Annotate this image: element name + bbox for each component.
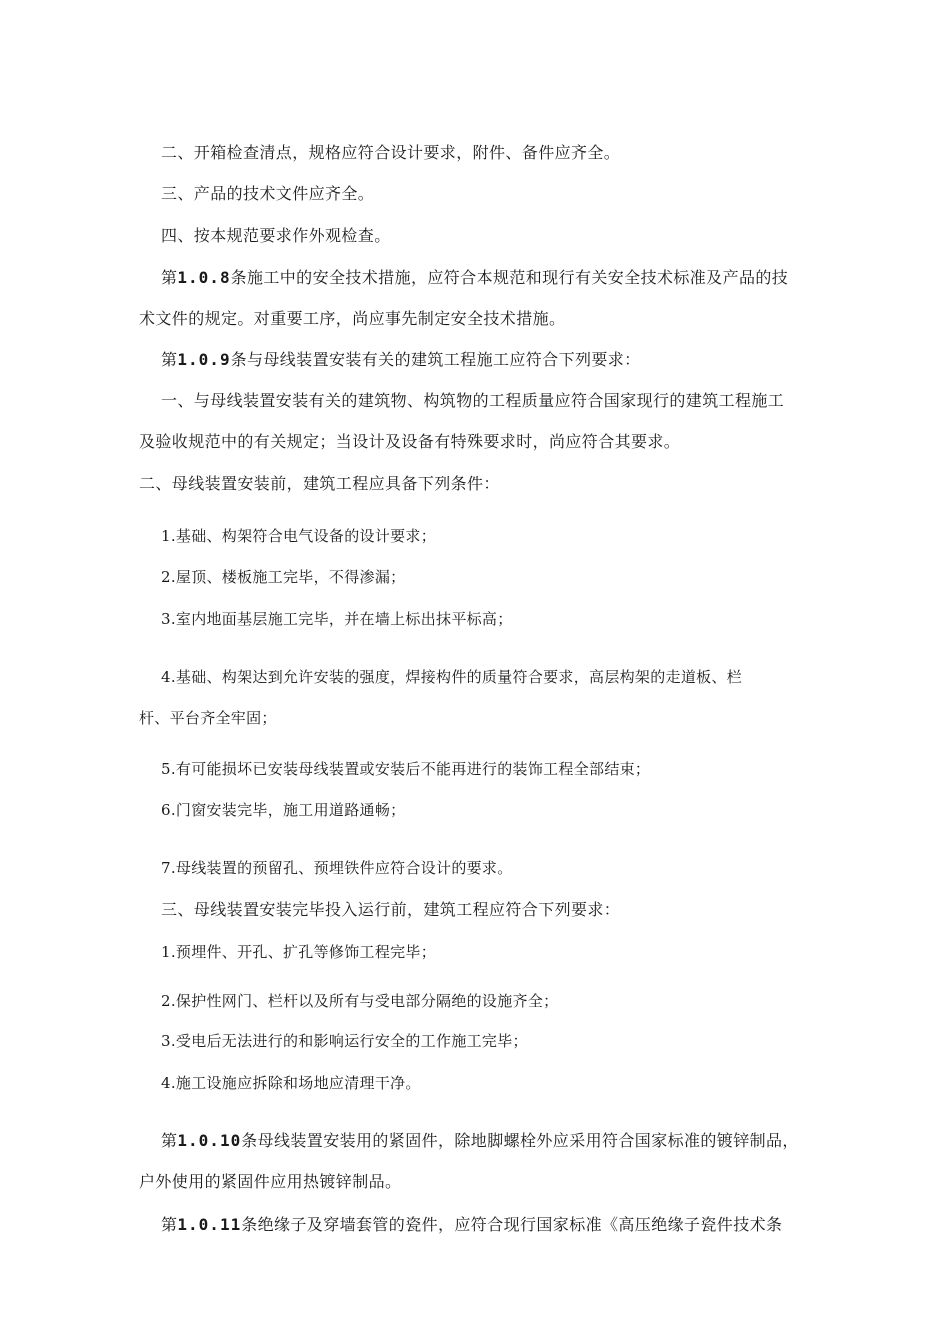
list-item: 6.门窗安装完毕，施工用道路通畅； bbox=[161, 801, 406, 819]
list-item: 4.基础、构架达到允许安装的强度，焊接构件的质量符合要求，高层构架的走道板、栏 bbox=[161, 668, 743, 686]
paragraph-line: 术文件的规定。对重要工序，尚应事先制定安全技术措施。 bbox=[139, 309, 566, 328]
article-1-0-11-line bbox=[161, 1215, 782, 1235]
paragraph-line: 及验收规范中的有关规定；当设计及设备有特殊要求时，尚应符合其要求。 bbox=[139, 432, 681, 451]
paragraph-line: 三、母线装置安装完毕投入运行前，建筑工程应符合下列要求： bbox=[161, 900, 621, 919]
article-number: 1.0.10 bbox=[177, 1131, 242, 1150]
list-item: 7.母线装置的预留孔、预埋铁件应符合设计的要求。 bbox=[161, 859, 513, 877]
article-text: 条母线装置安装用的紧固件，除地脚螺栓外应采用符合国家标准的镀锌制品， bbox=[241, 1131, 799, 1150]
article-1-0-10-line bbox=[161, 1131, 799, 1151]
paragraph-line: 一、与母线装置安装有关的建筑物、构筑物的工程质量应符合国家现行的建筑工程施工 bbox=[161, 391, 785, 410]
list-item: 3.室内地面基层施工完毕，并在墙上标出抹平标高； bbox=[161, 610, 513, 628]
list-item: 4.施工设施应拆除和场地应清理干净。 bbox=[161, 1074, 421, 1092]
article-prefix: 第 bbox=[161, 1131, 178, 1150]
paragraph-line: 二、开箱检查清点，规格应符合设计要求，附件、备件应齐全。 bbox=[161, 143, 621, 162]
list-item: 3.受电后无法进行的和影响运行安全的工作施工完毕； bbox=[161, 1032, 528, 1050]
article-text: 条绝缘子及穿墙套管的瓷件，应符合现行国家标准《高压绝缘子瓷件技术条 bbox=[241, 1215, 783, 1234]
paragraph-line: 二、母线装置安装前，建筑工程应具备下列条件： bbox=[139, 474, 500, 493]
article-number: 1.0.8 bbox=[177, 268, 231, 287]
article-prefix: 第 bbox=[161, 350, 178, 369]
paragraph-line: 四、按本规范要求作外观检查。 bbox=[161, 226, 391, 245]
article-text: 条施工中的安全技术措施，应符合本规范和现行有关安全技术标准及产品的技 bbox=[230, 268, 789, 287]
list-item: 2.屋顶、楼板施工完毕，不得渗漏； bbox=[161, 568, 406, 586]
list-item: 1.基础、构架符合电气设备的设计要求； bbox=[161, 527, 437, 545]
paragraph-line: 户外使用的紧固件应用热镀锌制品。 bbox=[139, 1172, 402, 1191]
list-item: 2.保护性网门、栏杆以及所有与受电部分隔绝的设施齐全； bbox=[161, 992, 559, 1010]
article-prefix: 第 bbox=[161, 268, 178, 287]
article-number: 1.0.9 bbox=[177, 350, 231, 369]
list-item: 5.有可能损坏已安装母线装置或安装后不能再进行的装饰工程全部结束； bbox=[161, 760, 651, 778]
article-prefix: 第 bbox=[161, 1215, 178, 1234]
list-item: 杆、平台齐全牢固； bbox=[139, 709, 277, 727]
list-item: 1.预埋件、开孔、扩孔等修饰工程完毕； bbox=[161, 943, 437, 961]
article-1-0-9-line bbox=[161, 350, 641, 370]
article-1-0-8-line bbox=[161, 268, 788, 288]
article-text: 条与母线装置安装有关的建筑工程施工应符合下列要求： bbox=[230, 350, 641, 369]
paragraph-line: 三、产品的技术文件应齐全。 bbox=[161, 184, 375, 203]
article-number: 1.0.11 bbox=[177, 1215, 242, 1234]
